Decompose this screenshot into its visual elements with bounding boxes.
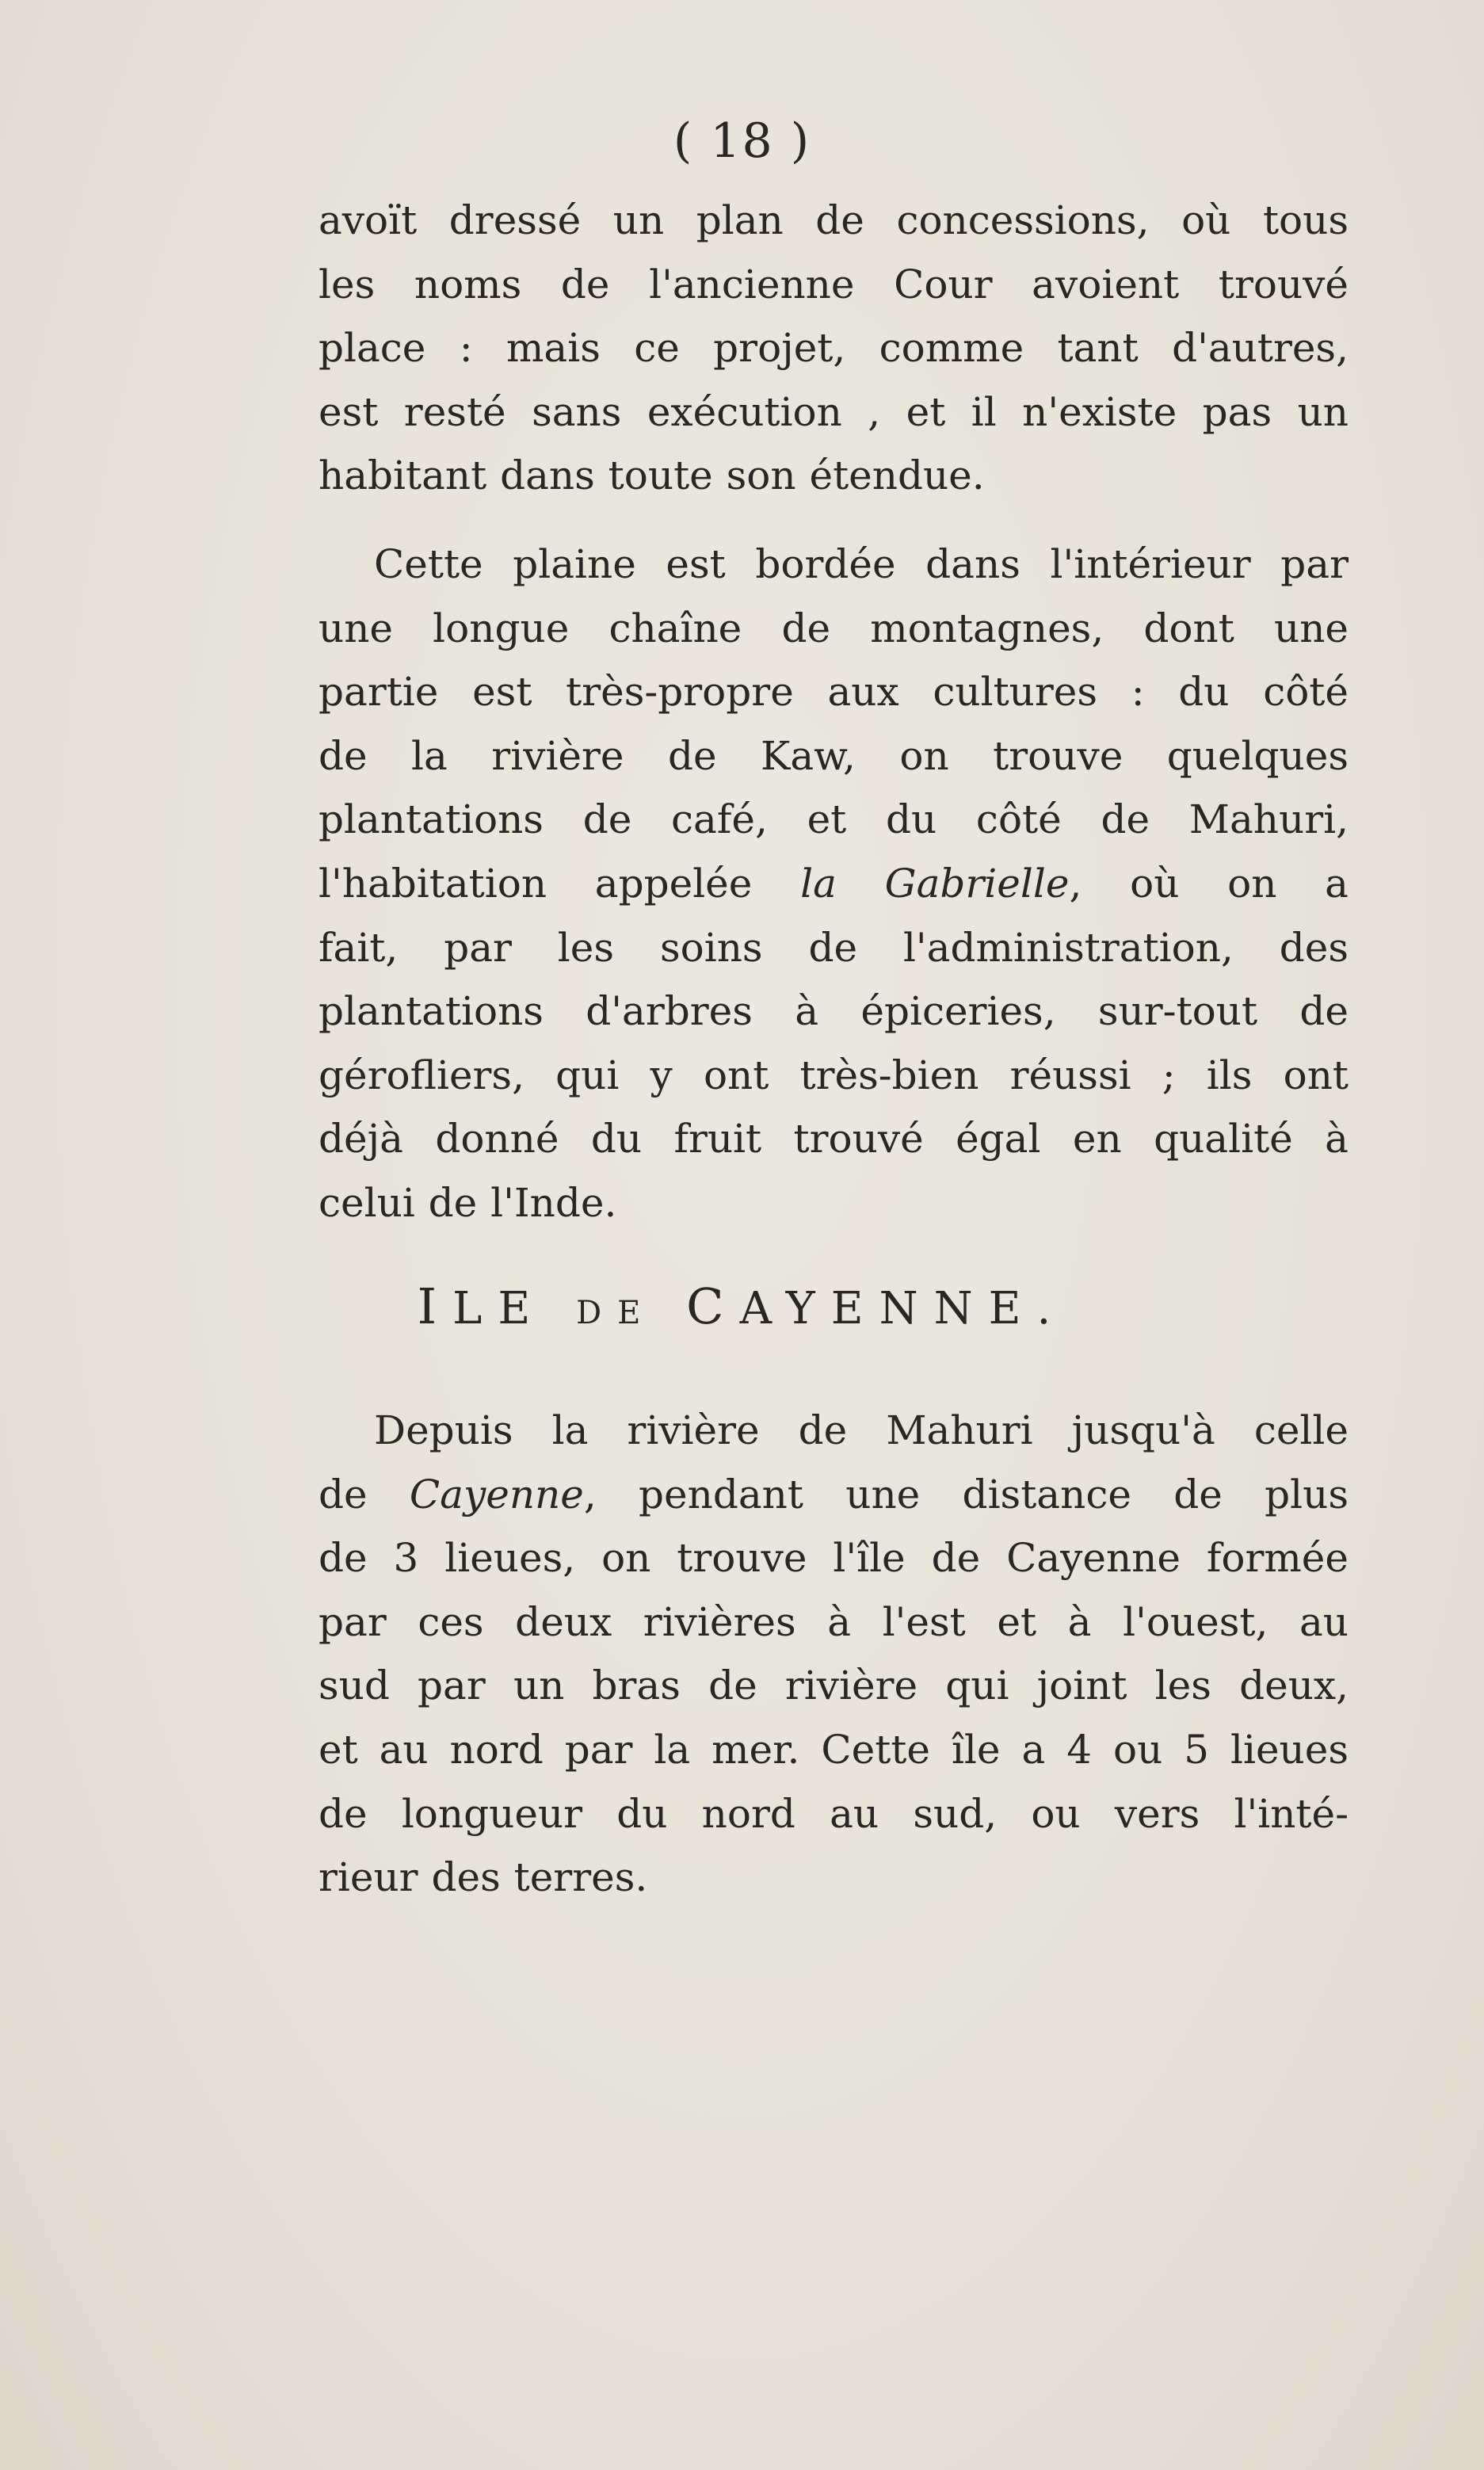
heading-capital: C xyxy=(686,1277,740,1335)
text-line: habitant dans toute son étendue. xyxy=(319,452,985,499)
text-segment: , pendant une distance de plus xyxy=(583,1471,1349,1518)
paragraph-2 xyxy=(319,533,1349,1235)
text-line: une longue chaîne de montagnes, dont une xyxy=(319,605,1349,651)
text-line: plantations de café, et du côté de Mahuri, xyxy=(319,796,1349,843)
paragraph-1 xyxy=(319,189,1349,508)
text-line: de 3 lieues, on trouve l'île de Cayenne formée xyxy=(319,1535,1349,1582)
text-line: et au nord par la mer. Cette île a 4 ou 5 lieues xyxy=(319,1726,1349,1773)
text-line: celui de l'Inde. xyxy=(319,1179,617,1226)
text-line: de longueur du nord au sud, ou vers l'inté- xyxy=(319,1790,1349,1837)
text-line: Depuis la rivière de Mahuri jusqu'à celle xyxy=(374,1407,1349,1453)
text-line: place : mais ce projet, comme tant d'autres, xyxy=(319,325,1349,372)
text-line-mixed xyxy=(319,1463,1349,1527)
italic-place-name: Cayenne xyxy=(409,1471,584,1518)
text-line: de la rivière de Kaw, on trouve quelques xyxy=(319,732,1349,779)
text-line-mixed xyxy=(319,852,1349,916)
text-line: déjà donné du fruit trouvé égal en qualité à xyxy=(319,1116,1349,1162)
heading-smallcaps: LE xyxy=(452,1283,547,1334)
text-line: avoït dressé un plan de concessions, où tous xyxy=(319,197,1349,243)
page-number: ( 18 ) xyxy=(673,113,811,169)
text-line: les noms de l'ancienne Cour avoient trouvé xyxy=(319,261,1349,307)
section-heading xyxy=(0,1277,1484,1335)
heading-smallcaps: DE xyxy=(576,1295,657,1331)
text-segment: de xyxy=(319,1471,368,1518)
text-segment: l'habitation appelée xyxy=(319,860,753,907)
heading-smallcaps: AYENNE. xyxy=(739,1283,1067,1334)
text-line: partie est très-propre aux cultures : du côté xyxy=(319,669,1349,716)
italic-place-name: la Gabrielle xyxy=(800,860,1070,907)
heading-capital: I xyxy=(417,1277,453,1335)
paragraph-3 xyxy=(319,1399,1349,1910)
text-segment: , où on a xyxy=(1069,860,1349,907)
text-line: est resté sans exécution , et il n'existe pas un xyxy=(319,388,1349,435)
text-line: plantations d'arbres à épiceries, sur-tout de xyxy=(319,988,1349,1035)
text-line: gérofliers, qui y ont très-bien réussi ; ils ont xyxy=(319,1052,1349,1098)
text-line: fait, par les soins de l'administration, des xyxy=(319,924,1349,971)
text-line: rieur des terres. xyxy=(319,1854,648,1901)
text-line: Cette plaine est bordée dans l'intérieur par xyxy=(374,541,1349,587)
text-line: par ces deux rivières à l'est et à l'ouest, au xyxy=(319,1598,1349,1645)
text-line: sud par un bras de rivière qui joint les deux, xyxy=(319,1663,1349,1709)
